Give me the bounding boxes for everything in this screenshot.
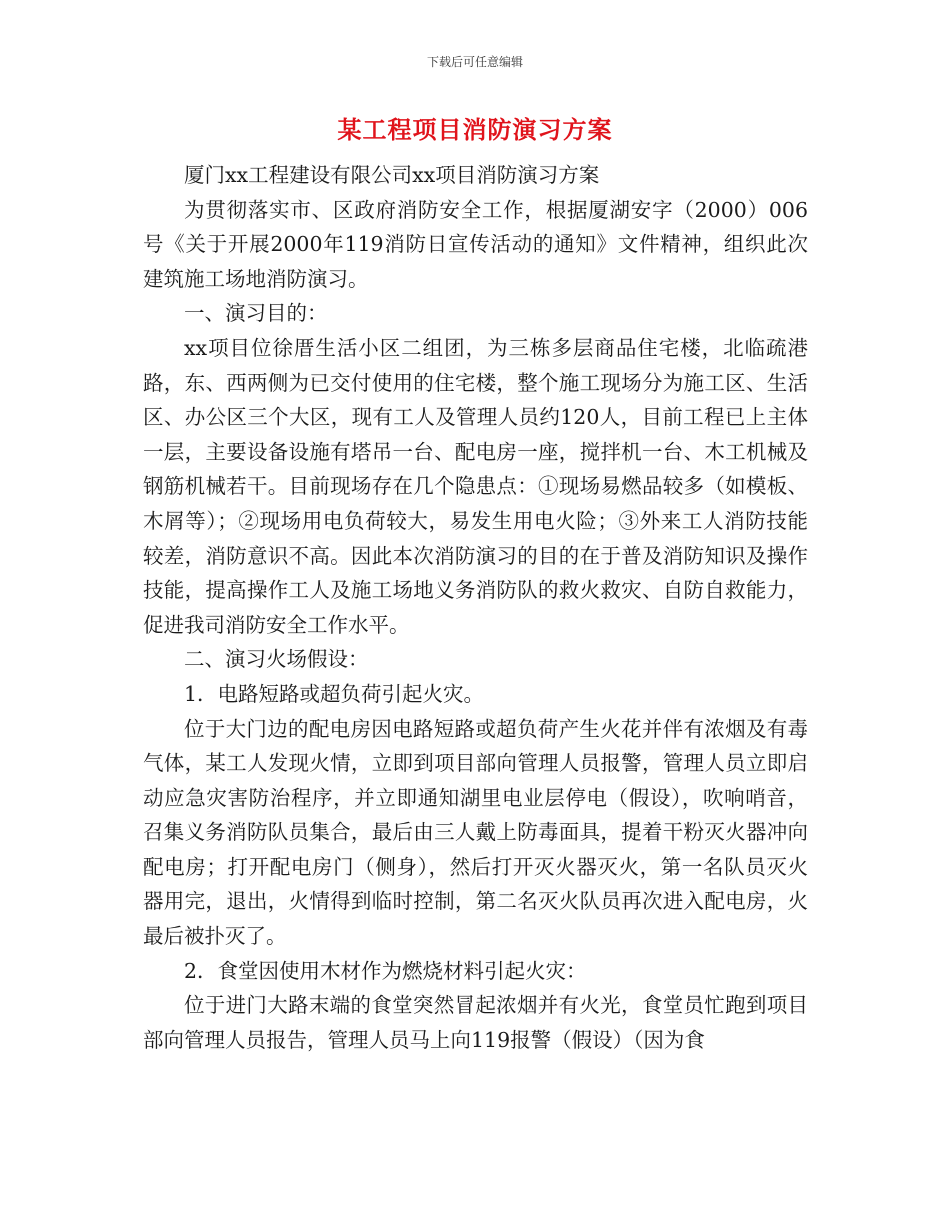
document-title: 某工程项目消防演习方案 — [337, 116, 613, 144]
subheading-electrical-fire: 1．电路短路或超负荷引起火灾。 — [184, 681, 485, 706]
paragraph-intro: 为贯彻落实市、区政府消防安全工作，根据厦湖安字（2000）006号《关于开展2000年119消防日宣传活动的通知》文件精神，组织此次建筑施工场地消防演习。 — [143, 197, 808, 291]
document-body — [143, 158, 808, 1057]
paragraph-purpose: xx项目位徐厝生活小区二组团，为三栋多层商品住宅楼，北临疏港路，东、西两侧为已交付使用的住宅楼，整个施工现场分为施工区、生活区、办公区三个大区，现有工人及管理人员约120人，目前工程已上主体一层，主要设备设施有塔吊一台、配电房一座，搅拌机一台、木工机械及钢筋机械若干。目前现场存在几个隐患点：①现场易燃品较多（如模板、木屑等）；②现场用电负荷较大，易发生用电火险；③外来工人消防技能较差，消防意识不高。因此本次消防演习的目的在于普及消防知识及操作技能，提高操作工人及施工场地义务消防队的救火救灾、自防自救能力，促进我司消防安全工作水平。 — [143, 335, 808, 637]
paragraph-company-line: 厦门xx工程建设有限公司xx项目消防演习方案 — [184, 163, 600, 187]
paragraph-electrical-fire: 位于大门边的配电房因电路短路或超负荷产生火花并伴有浓烟及有毒气体，某工人发现火情，立即到项目部向管理人员报警，管理人员立即启动应急灾害防治程序，并立即通知湖里电业层停电（假设），吹响哨音，召集义务消防队员集合，最后由三人戴上防毒面具，提着干粉灭火器冲向配电房；打开配电房门（侧身），然后打开灭火器灭火，第一名队员灭火器用完，退出，火情得到临时控制，第二名灭火队员再次进入配电房，火最后被扑灭了。 — [143, 716, 808, 949]
subheading-canteen-fire: 2．食堂因使用木材作为燃烧材料引起火灾： — [184, 958, 587, 983]
paragraph-canteen-fire: 位于进门大路末端的食堂突然冒起浓烟并有火光，食堂员忙跑到项目部向管理人员报告，管理人员马上向119报警（假设）（因为食 — [143, 993, 808, 1052]
section-heading-purpose: 一、演习目的： — [184, 301, 328, 326]
header-note: 下载后可任意编辑 — [426, 55, 523, 69]
section-heading-fire-scenario: 二、演习火场假设： — [184, 647, 369, 672]
